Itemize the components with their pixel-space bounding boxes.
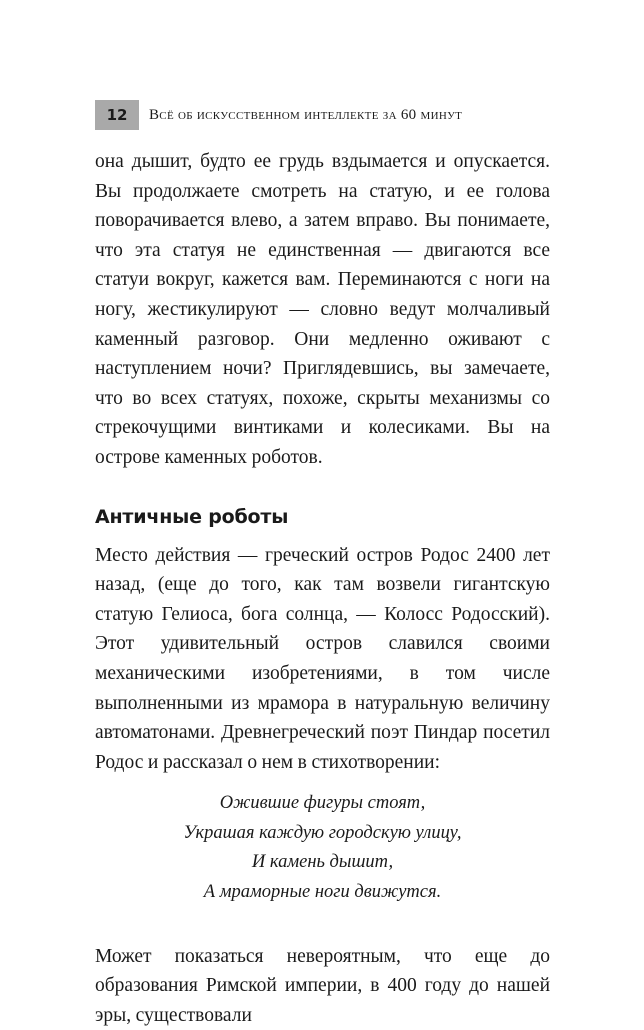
paragraph-2: Место действия — греческий остров Родос 2400 лет назад, (еще до того, как там возвели гигантскую статую Гелиоса, бога солнца, — Колосс Родосский). Этот удивительный остров славился своими механическими изобретениями, в том числе выполненными из мрамора в натуральную величину автоматонами. Древнегреческий поэт Пиндар посетил Родос и рассказал о нем в стихотворении: xyxy=(95,544,550,773)
verse-line-1: Ожившие фигуры стоят, xyxy=(219,793,426,814)
running-header xyxy=(95,100,555,130)
running-title: Всё об искусственном интеллекте за 60 минут xyxy=(149,106,463,123)
verse-line-2: Украшая каждую городскую улицу, xyxy=(183,822,462,843)
section-heading: Античные роботы xyxy=(95,505,289,528)
page-number: 12 xyxy=(95,100,139,130)
verse-line-3: И камень дышит, xyxy=(251,852,394,873)
verse-line-4: А мраморные ноги движутся. xyxy=(203,882,442,903)
paragraph-3: Может показаться невероятным, что еще до образования Римской империи, в 400 году до нашей эры, существовали xyxy=(95,945,550,1026)
paragraph-1: она дышит, будто ее грудь вздымается и опускается. Вы продолжаете смотреть на статую, и ее голова поворачивается влево, а затем вправо. Вы понимаете, что эта статуя не единственная — двигаются все статуи вокруг, кажется вам. Переминаются с ноги на ногу, жестикулируют — словно ведут молчаливый каменный разговор. Они медленно оживают с наступлением ночи? Приглядевшись, вы замечаете, что во всех статуях, похоже, скрыты механизмы со стрекочущими винтиками и колесиками. Вы на острове каменных роботов. xyxy=(95,151,550,468)
verse-quote xyxy=(95,789,550,907)
page-body xyxy=(95,147,550,1030)
